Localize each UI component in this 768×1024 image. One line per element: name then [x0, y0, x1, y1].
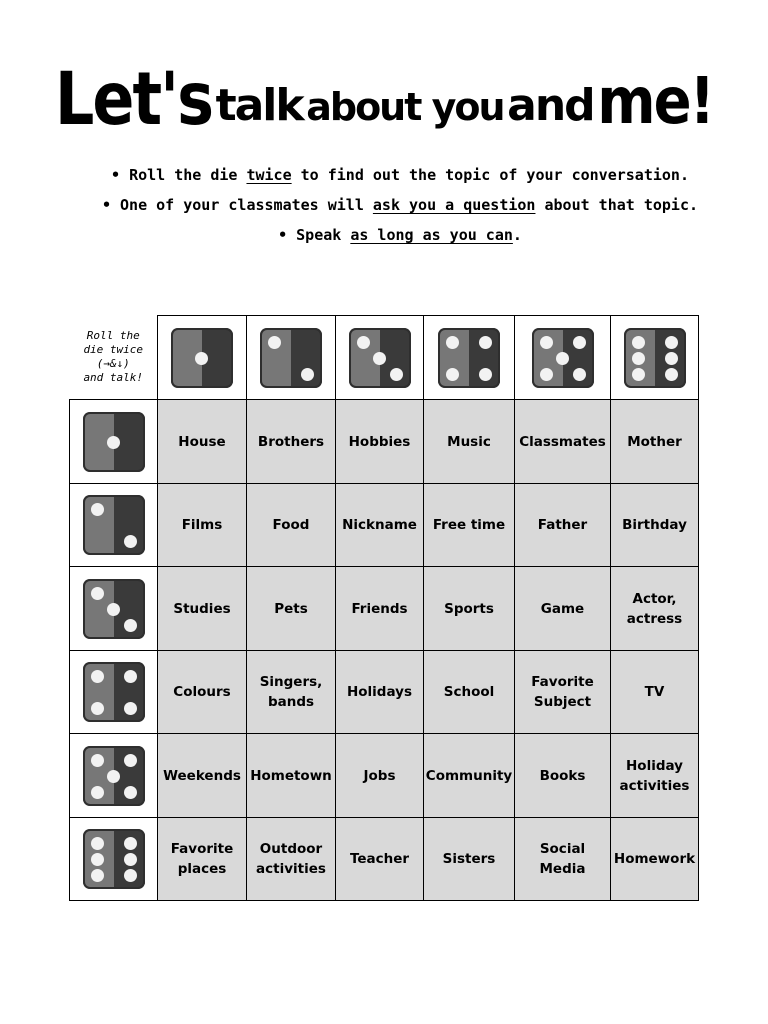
topic-cell: Free time — [424, 484, 515, 567]
die-four-icon — [83, 662, 145, 722]
topic-cell: Films — [158, 484, 247, 567]
topic-cell: Classmates — [515, 400, 611, 484]
die-two-icon — [260, 328, 322, 388]
die-five-icon — [83, 746, 145, 806]
die-six-icon — [624, 328, 686, 388]
topic-cell: Social Media — [515, 818, 611, 901]
topic-cell: Hobbies — [336, 400, 424, 484]
topic-cell: Sisters — [424, 818, 515, 901]
title-word-about-you: about you — [306, 85, 504, 129]
die-one-icon — [83, 412, 145, 472]
title-word-and: and — [507, 80, 594, 131]
topic-cell: Homework — [611, 818, 699, 901]
title-word-talk: talk — [215, 80, 303, 131]
topic-cell: Jobs — [336, 734, 424, 818]
die-one-icon — [171, 328, 233, 388]
topic-cell: Sports — [424, 567, 515, 651]
die-four-icon — [438, 328, 500, 388]
topic-cell: Favorite Subject — [515, 651, 611, 734]
topic-cell: Actor, actress — [611, 567, 699, 651]
topic-cell: Outdoor activities — [247, 818, 336, 901]
header-row — [70, 316, 699, 400]
die-three-icon — [349, 328, 411, 388]
instruction-roll: • Roll the die twice to find out the topic of your conversation. — [90, 166, 710, 185]
underlined-speak: as long as you can — [350, 226, 513, 244]
underlined-twice: twice — [246, 166, 292, 184]
topic-cell: Teacher — [336, 818, 424, 901]
topic-cell: Singers, bands — [247, 651, 336, 734]
grid-row-5 — [70, 734, 699, 818]
topic-cell: School — [424, 651, 515, 734]
topic-cell: Game — [515, 567, 611, 651]
topic-cell: TV — [611, 651, 699, 734]
grid-row-6 — [70, 818, 699, 901]
topic-cell: Pets — [247, 567, 336, 651]
grid-row-2 — [70, 484, 699, 567]
grid-row-1 — [70, 400, 699, 484]
instruction-speak: • Speak as long as you can. — [90, 226, 710, 245]
title-word-me: me! — [597, 64, 714, 139]
die-six-icon — [83, 829, 145, 889]
die-five-icon — [532, 328, 594, 388]
topic-cell: Holidays — [336, 651, 424, 734]
topic-cell: Studies — [158, 567, 247, 651]
topic-cell: Favorite places — [158, 818, 247, 901]
topic-cell: Father — [515, 484, 611, 567]
title-word-lets: Let's — [54, 55, 212, 142]
topic-cell: Food — [247, 484, 336, 567]
underlined-ask: ask you a question — [372, 196, 536, 214]
topic-cell: Hometown — [247, 734, 336, 818]
grid-row-4 — [70, 651, 699, 734]
topic-cell: Holiday activities — [611, 734, 699, 818]
topic-cell: Colours — [158, 651, 247, 734]
topic-cell: Mother — [611, 400, 699, 484]
instruction-ask: • One of your classmates will ask you a question about that topic. — [90, 196, 710, 215]
topic-cell: Birthday — [611, 484, 699, 567]
topic-cell: Brothers — [247, 400, 336, 484]
topic-cell: Music — [424, 400, 515, 484]
topic-cell: Weekends — [158, 734, 247, 818]
die-two-icon — [83, 495, 145, 555]
grid-row-3 — [70, 567, 699, 651]
topic-cell: Friends — [336, 567, 424, 651]
die-three-icon — [83, 579, 145, 639]
topic-cell: Books — [515, 734, 611, 818]
topic-cell: House — [158, 400, 247, 484]
topic-grid — [69, 315, 699, 901]
page-title — [0, 55, 768, 142]
instructions-list — [90, 166, 710, 256]
topic-cell: Community — [424, 734, 515, 818]
topic-cell: Nickname — [336, 484, 424, 567]
corner-instruction: Roll the die twice (→&↓) and talk! — [70, 316, 158, 400]
